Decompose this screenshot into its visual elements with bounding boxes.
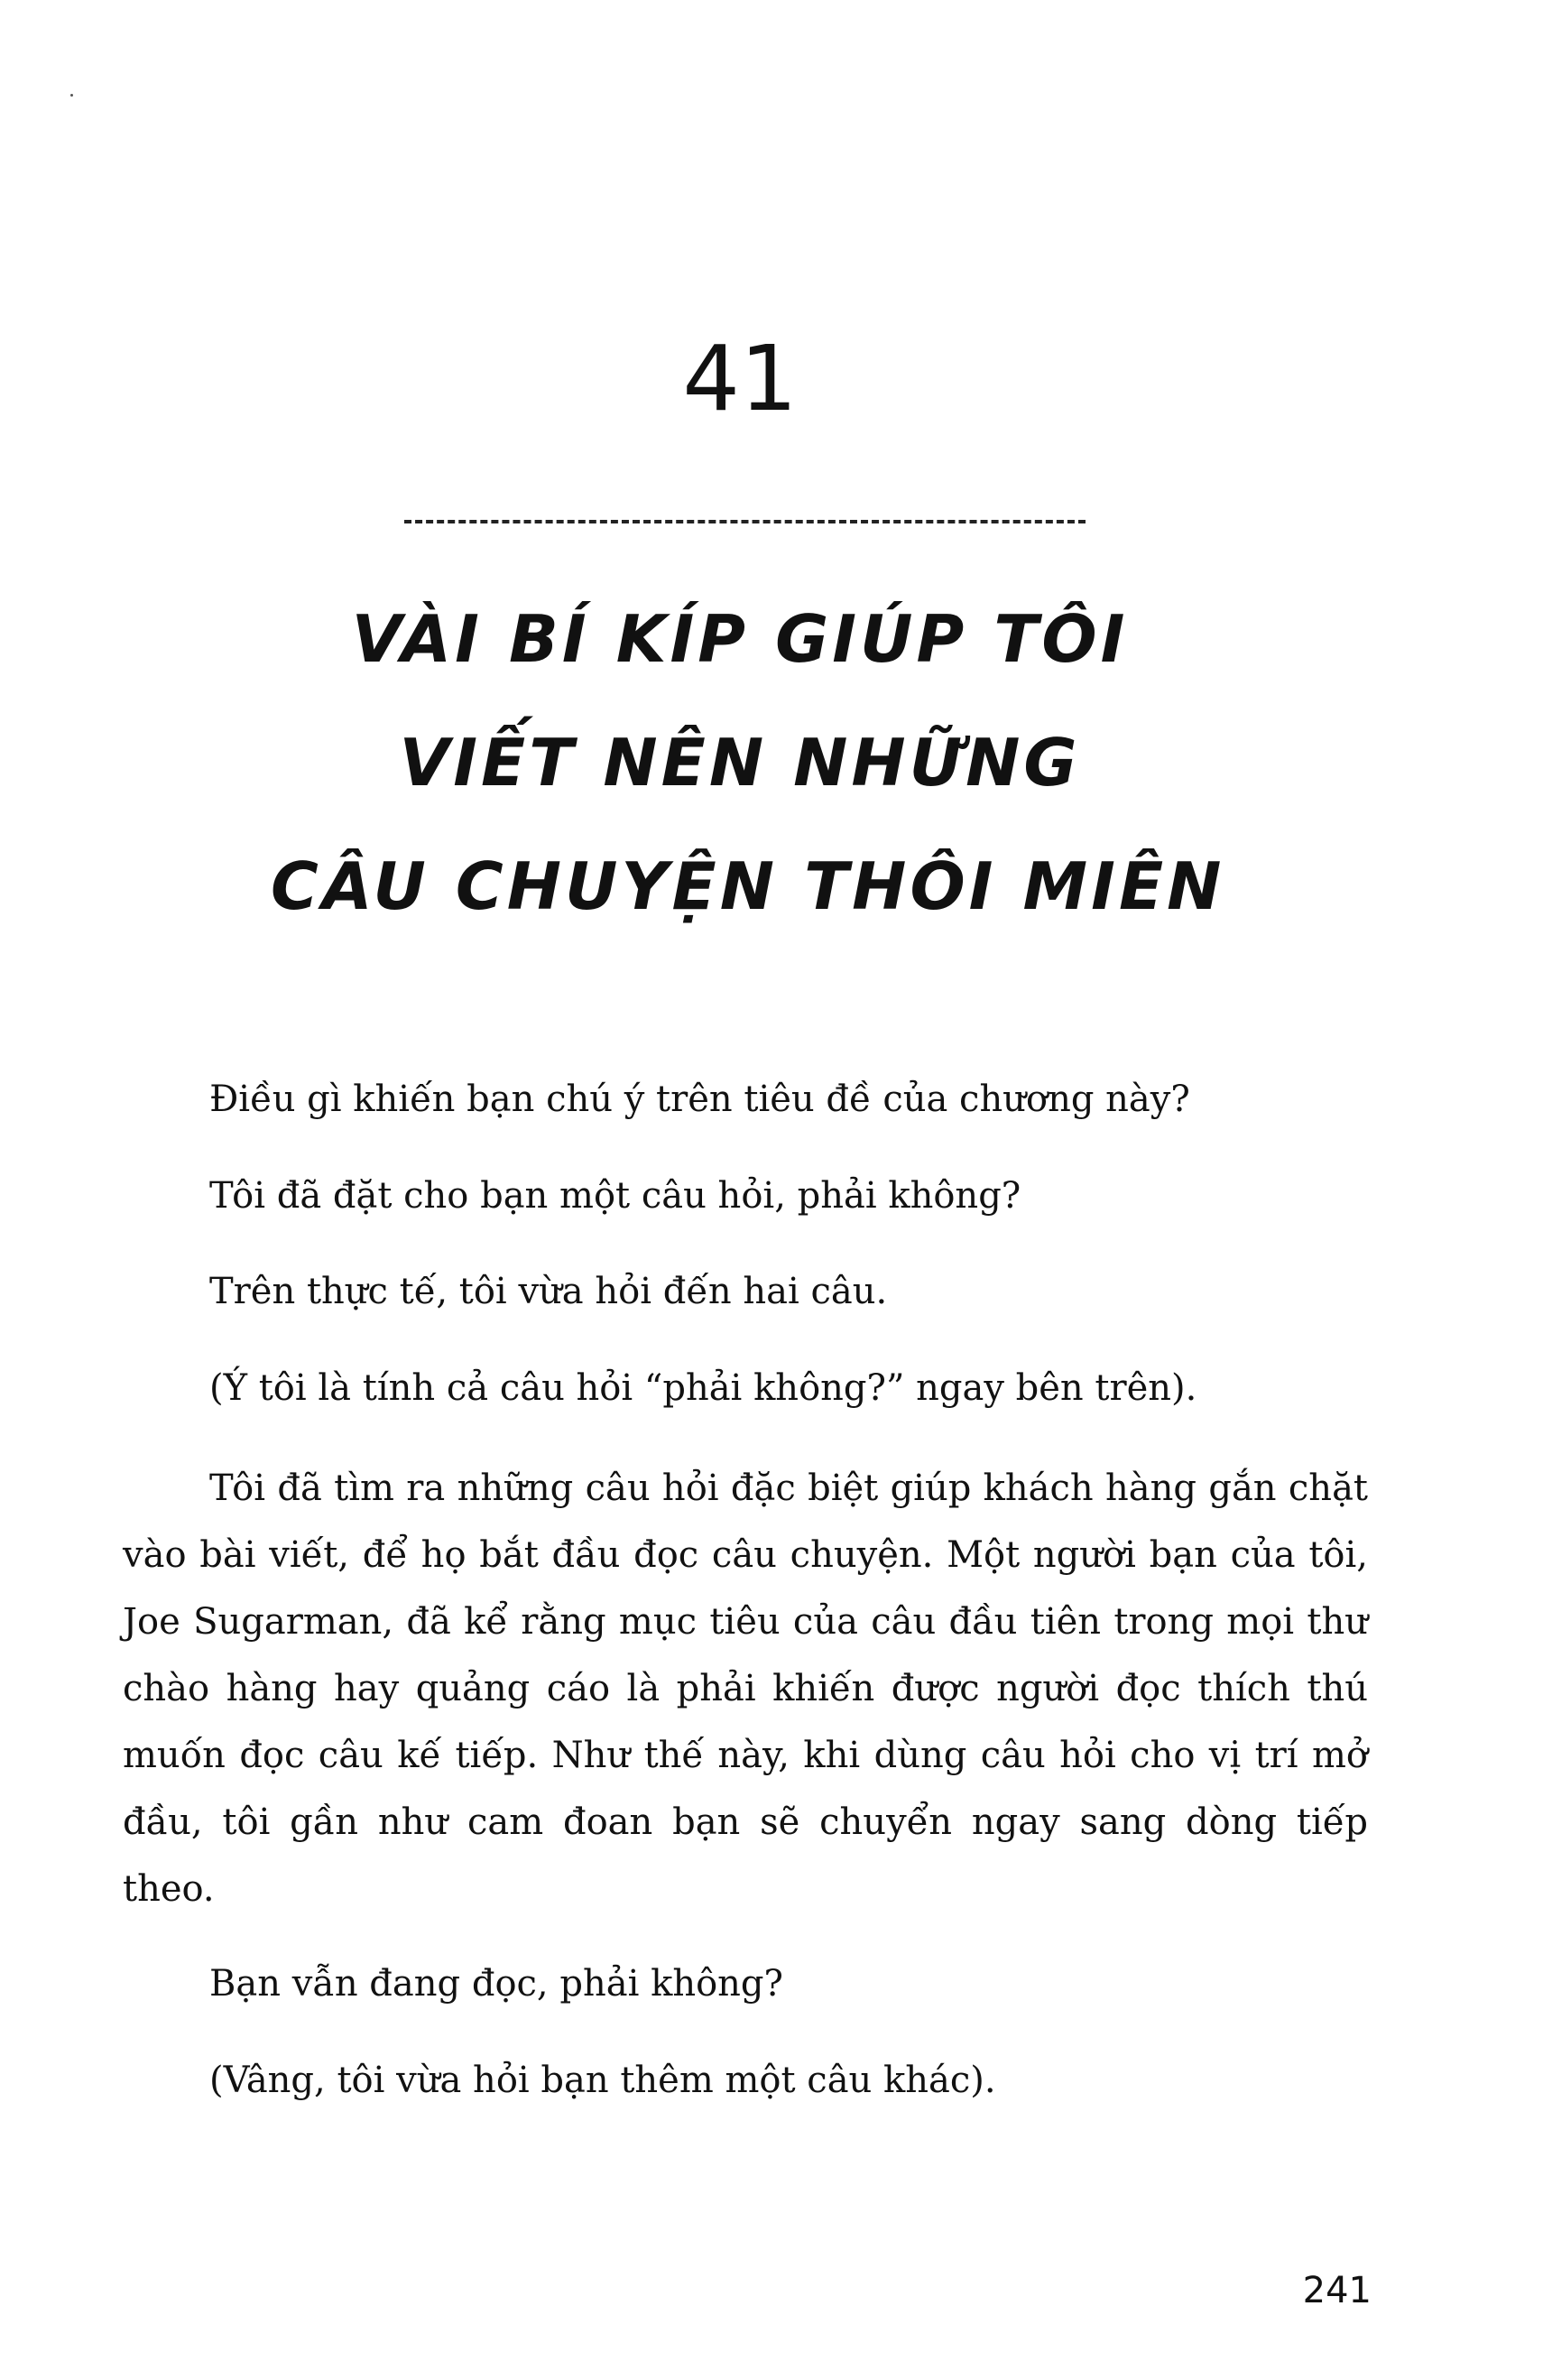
chapter-title-line: CÂU CHUYỆN THÔI MIÊN: [271, 848, 1225, 924]
paragraph: (Ý tôi là tính cả câu hỏi “phải không?” ngay bên trên).: [209, 1367, 1197, 1409]
chapter-title: [271, 578, 1225, 949]
paragraph: Tôi đã đặt cho bạn một câu hỏi, phải không?: [209, 1175, 1021, 1217]
scan-speck: [70, 94, 73, 97]
paragraph: (Vâng, tôi vừa hỏi bạn thêm một câu khác).: [209, 2060, 996, 2101]
chapter-divider: [404, 520, 1086, 523]
chapter-number: 41: [682, 326, 798, 431]
chapter-title-line: VIẾT NÊN NHỮNG: [399, 725, 1081, 801]
page-number: 241: [1302, 2270, 1372, 2311]
chapter-title-line: VÀI BÍ KÍP GIÚP TÔI: [351, 601, 1129, 677]
paragraph: Tôi đã tìm ra những câu hỏi đặc biệt giúp khách hàng gắn chặt vào bài viết, để họ bắt đầu đọc câu chuyện. Một người bạn của tôi, Joe Sugarman, đã kể rằng mục tiêu của câu đầu tiên trong mọi thư chào hàng hay quảng cáo là phải khiến được người đọc thích thú muốn đọc câu kế tiếp. Như thế này, khi dùng câu hỏi cho vị trí mở đầu, tôi gần như cam đoan bạn sẽ chuyển ngay sang dòng tiếp theo.: [123, 1468, 1368, 1910]
paragraph: Điều gì khiến bạn chú ý trên tiêu đề của chương này?: [209, 1079, 1190, 1120]
paragraph: Trên thực tế, tôi vừa hỏi đến hai câu.: [209, 1271, 888, 1312]
paragraph: Bạn vẫn đang đọc, phải không?: [209, 1963, 783, 2005]
